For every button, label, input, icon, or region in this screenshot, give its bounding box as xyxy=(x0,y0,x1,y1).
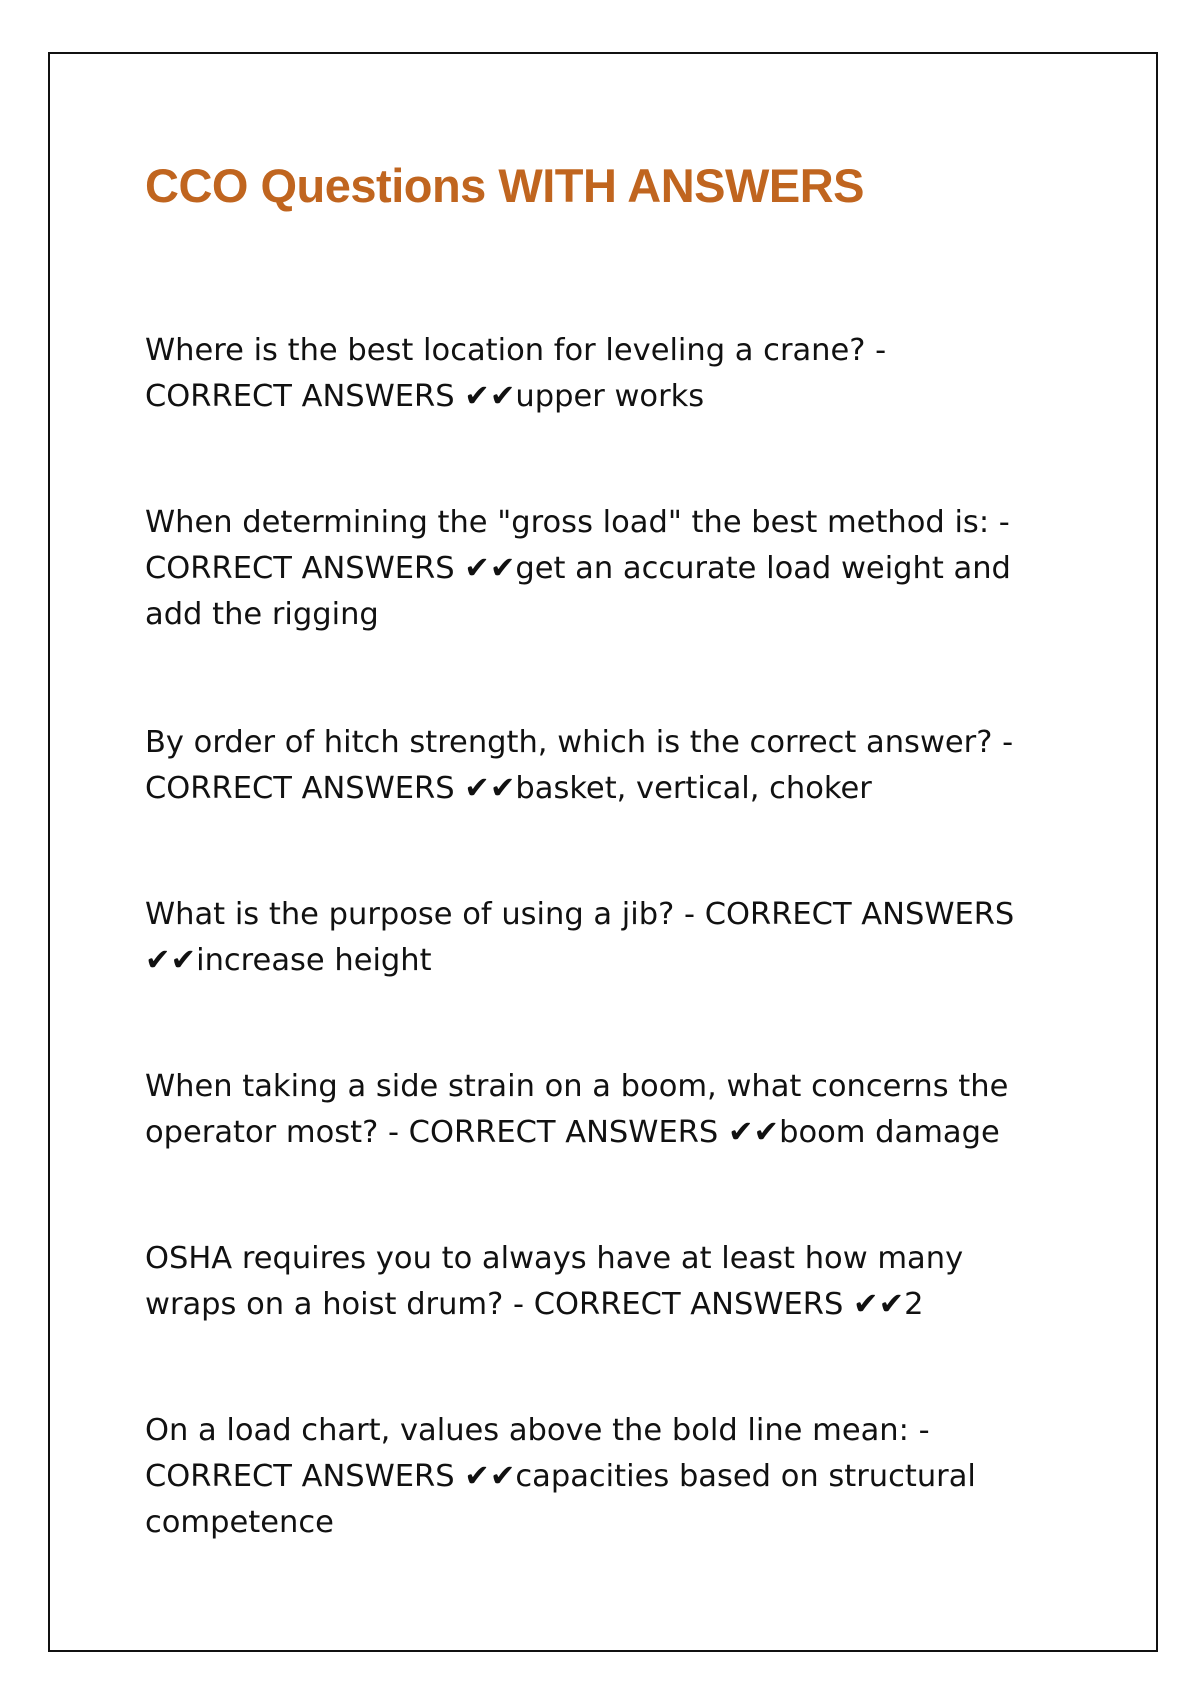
qa-item-3-line-1: By order of hitch strength, which is the correct answer? - xyxy=(145,725,1014,760)
qa-item-2-line-1: When determining the "gross load" the best method is: - xyxy=(145,505,1010,540)
qa-item-7-line-3: competence xyxy=(145,1505,334,1540)
qa-item-1 xyxy=(145,328,1105,420)
qa-item-4-line-1: What is the purpose of using a jib? - CORRECT ANSWERS xyxy=(145,897,1015,932)
qa-item-1-line-2: CORRECT ANSWERS ✔✔upper works xyxy=(145,379,705,414)
qa-item-6-line-2: wraps on a hoist drum? - CORRECT ANSWERS ✔✔2 xyxy=(145,1287,924,1322)
qa-item-5-line-2: operator most? - CORRECT ANSWERS ✔✔boom damage xyxy=(145,1115,1000,1150)
qa-item-2 xyxy=(145,500,1105,638)
qa-item-4 xyxy=(145,892,1105,984)
qa-item-3-line-2: CORRECT ANSWERS ✔✔basket, vertical, choker xyxy=(145,771,872,806)
qa-item-3 xyxy=(145,720,1105,812)
document-title: CCO Questions WITH ANSWERS xyxy=(145,159,864,212)
qa-item-7-line-2: CORRECT ANSWERS ✔✔capacities based on structural xyxy=(145,1459,976,1494)
qa-item-6-line-1: OSHA requires you to always have at least how many xyxy=(145,1241,964,1276)
qa-item-4-line-2: ✔✔increase height xyxy=(145,943,432,978)
qa-item-5-line-1: When taking a side strain on a boom, what concerns the xyxy=(145,1069,1009,1104)
qa-item-2-line-2: CORRECT ANSWERS ✔✔get an accurate load weight and xyxy=(145,551,1011,586)
qa-item-1-line-1: Where is the best location for leveling a crane? - xyxy=(145,333,887,368)
qa-item-7-line-1: On a load chart, values above the bold line mean: - xyxy=(145,1413,930,1448)
qa-item-5 xyxy=(145,1064,1105,1156)
qa-item-7 xyxy=(145,1408,1105,1546)
qa-item-2-line-3: add the rigging xyxy=(145,597,379,632)
qa-item-6 xyxy=(145,1236,1105,1328)
document-page xyxy=(48,52,1158,1652)
